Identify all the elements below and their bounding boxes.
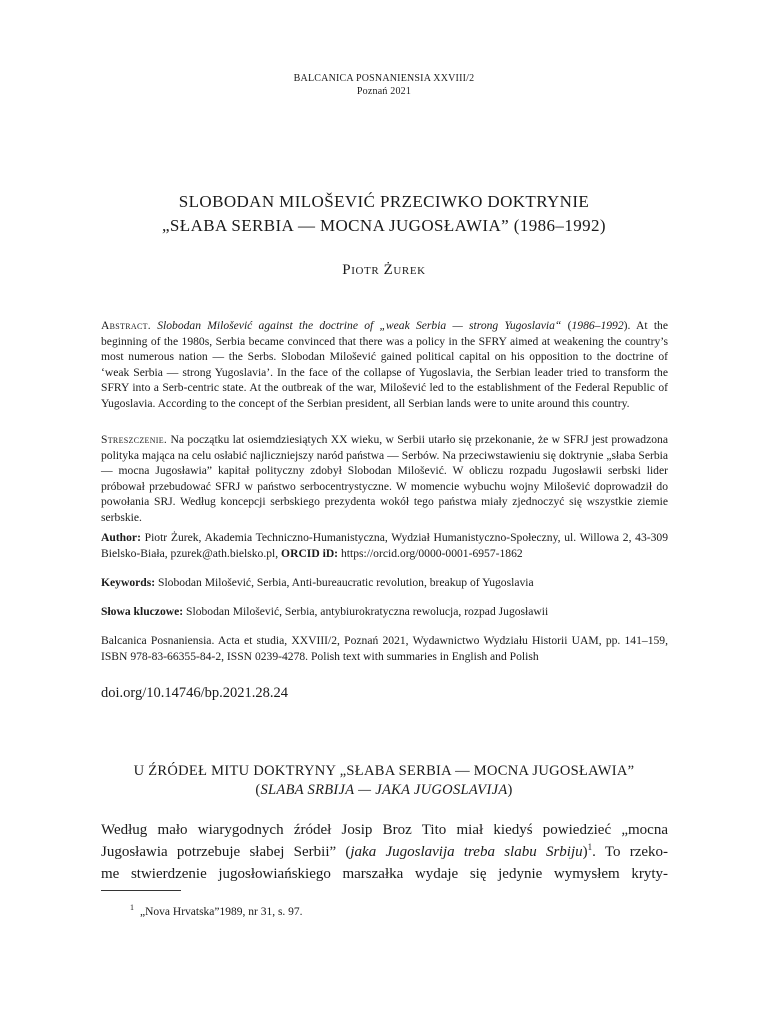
section-open: ( xyxy=(255,782,261,798)
keywords-label: Keywords: xyxy=(101,576,156,589)
footnote-divider xyxy=(101,890,181,891)
section-italic: SLABA SRBIJA — JAKA JUGOSLAVIJA xyxy=(260,782,508,798)
affiliation-label: Author: xyxy=(101,531,141,544)
body-line-1: Według mało wiarygodnych źródeł Josip Broz Tito miał kiedyś powiedzieć „mocna xyxy=(101,822,668,838)
orcid-label: ORCID iD: xyxy=(281,546,339,560)
slowa-label: Słowa kluczowe: xyxy=(101,605,184,618)
body-paragraph xyxy=(101,819,668,885)
footnote-number: 1 xyxy=(130,903,134,913)
doi-link[interactable]: doi.org/10.14746/bp.2021.28.24 xyxy=(101,685,289,701)
body-line-2-b: ) xyxy=(582,844,588,860)
abstract-years: 1986–1992 xyxy=(571,319,624,332)
slowa-text: Slobodan Milošević, Serbia, antybiurokratyczna rewolucja, rozpad Jugosławii xyxy=(183,605,549,618)
affiliation-text: Piotr Żurek, Akademia Techniczno-Humanistyczna, Wydział Humanistyczno-Społeczny, ul. Willowa 2, 43-309 Bielsko-Biała, pzurek@ath.bielsko.pl, xyxy=(101,531,668,560)
journal-place-year: Poznań 2021 xyxy=(356,86,412,97)
article-title-line-1: SLOBODAN MILOŠEVIĆ PRZECIWKO DOKTRYNIE xyxy=(178,192,590,211)
journal-header xyxy=(0,72,768,98)
body-line-2 xyxy=(101,841,668,863)
footnote xyxy=(130,905,303,920)
body-line-3: me stwierdzenie jugosłowiańskiego marszałka wydaje się jedynie wymysłem kryty- xyxy=(101,866,668,882)
article-title-line-2: „SŁABA SERBIA — MOCNA JUGOSŁAWIA” (1986–1992) xyxy=(161,216,606,235)
abstract-title: Slobodan Milošević against the doctrine of „weak Serbia — strong Yugoslavia“ xyxy=(157,319,562,332)
bibliographic-info: Balcanica Posnaniensia. Acta et studia, XXVIII/2, Poznań 2021, Wydawnictwo Wydziału Historii UAM, pp. 141–159, ISBN 978-83-66355-84-2, ISSN 0239-4278. Polish text with summaries in English and Polish xyxy=(101,634,668,663)
abstract xyxy=(101,318,668,411)
body-line-2-a: Jugosławia potrzebuje słabej Serbii” ( xyxy=(101,844,351,860)
orcid-link[interactable]: https://orcid.org/0000-0001-6957-1862 xyxy=(338,546,523,560)
author-name: Piotr Żurek xyxy=(342,262,426,278)
body-line-2-c: . To rzeko- xyxy=(592,844,669,860)
abstract-label: Abstract. xyxy=(101,319,151,332)
journal-name: BALCANICA POSNANIENSIA XXVIII/2 xyxy=(293,73,475,84)
streszczenie xyxy=(101,432,668,525)
abstract-close: ). xyxy=(623,319,631,332)
streszczenie-label: Streszczenie. xyxy=(101,433,168,446)
section-close: ) xyxy=(507,782,513,798)
section-heading-line-1: U ŹRÓDEŁ MITU DOKTRYNY „SŁABA SERBIA — MOCNA JUGOSŁAWIA” xyxy=(133,763,635,779)
streszczenie-text: Na początku lat osiemdziesiątych XX wieku, w Serbii utarło się przekonanie, że w SFRJ jest prowadzona polityka mająca na celu osłabić najliczniejszy naród państwa — Serbów. Na przeciwstawieniu się doktrynie „słaba Serbia — mocna Jugosławia” kapitał polityczny zdobył Slobodan Milošević. W obliczu rozpadu Jugosławii serbski lider próbował przebudować SFRJ w państwo serbocentrystyczne. W momencie wybuchu wojny Milošević doprowadził do powołania SRJ. Według koncepcji serbskiego prezydenta wokół tego państwa miały zjednoczyć się wszystkie ziemie serbskie. xyxy=(101,433,668,524)
footnote-text: „Nova Hrvatska”1989, nr 31, s. 97. xyxy=(140,906,303,918)
abstract-sep: ( xyxy=(561,319,572,332)
keywords xyxy=(101,575,668,591)
section-heading-line-2 xyxy=(80,781,688,800)
keywords-text: Slobodan Milošević, Serbia, Anti-bureaucratic revolution, breakup of Yugoslavia xyxy=(155,576,534,589)
slowa-kluczowe xyxy=(101,604,668,620)
section-heading xyxy=(80,762,688,800)
body-line-2-italic: jaka Jugoslavija treba slabu Srbiju xyxy=(350,844,583,860)
abstract-text: At the beginning of the 1980s, Serbia became convinced that there was a policy in the SFRY aimed at weakening the country’s most numerous nation — the Serbs. Slobodan Milošević gained political capital on his opposition to the doctrine of ‘weak Serbia — strong Yugoslavia’. In the face of the collapse of Yugoslavia, the Serbian leader tried to transform the SFRY into a Serb-centric state. At the outbreak of the war, Milošević led to the establishment of the Federal Republic of Yugoslavia. According to the concept of the Serbian president, all Serbian lands were to unite around this country. xyxy=(101,319,668,410)
footnote-ref[interactable]: 1 xyxy=(587,842,593,852)
author-affiliation xyxy=(101,530,668,561)
article-title xyxy=(0,190,768,238)
